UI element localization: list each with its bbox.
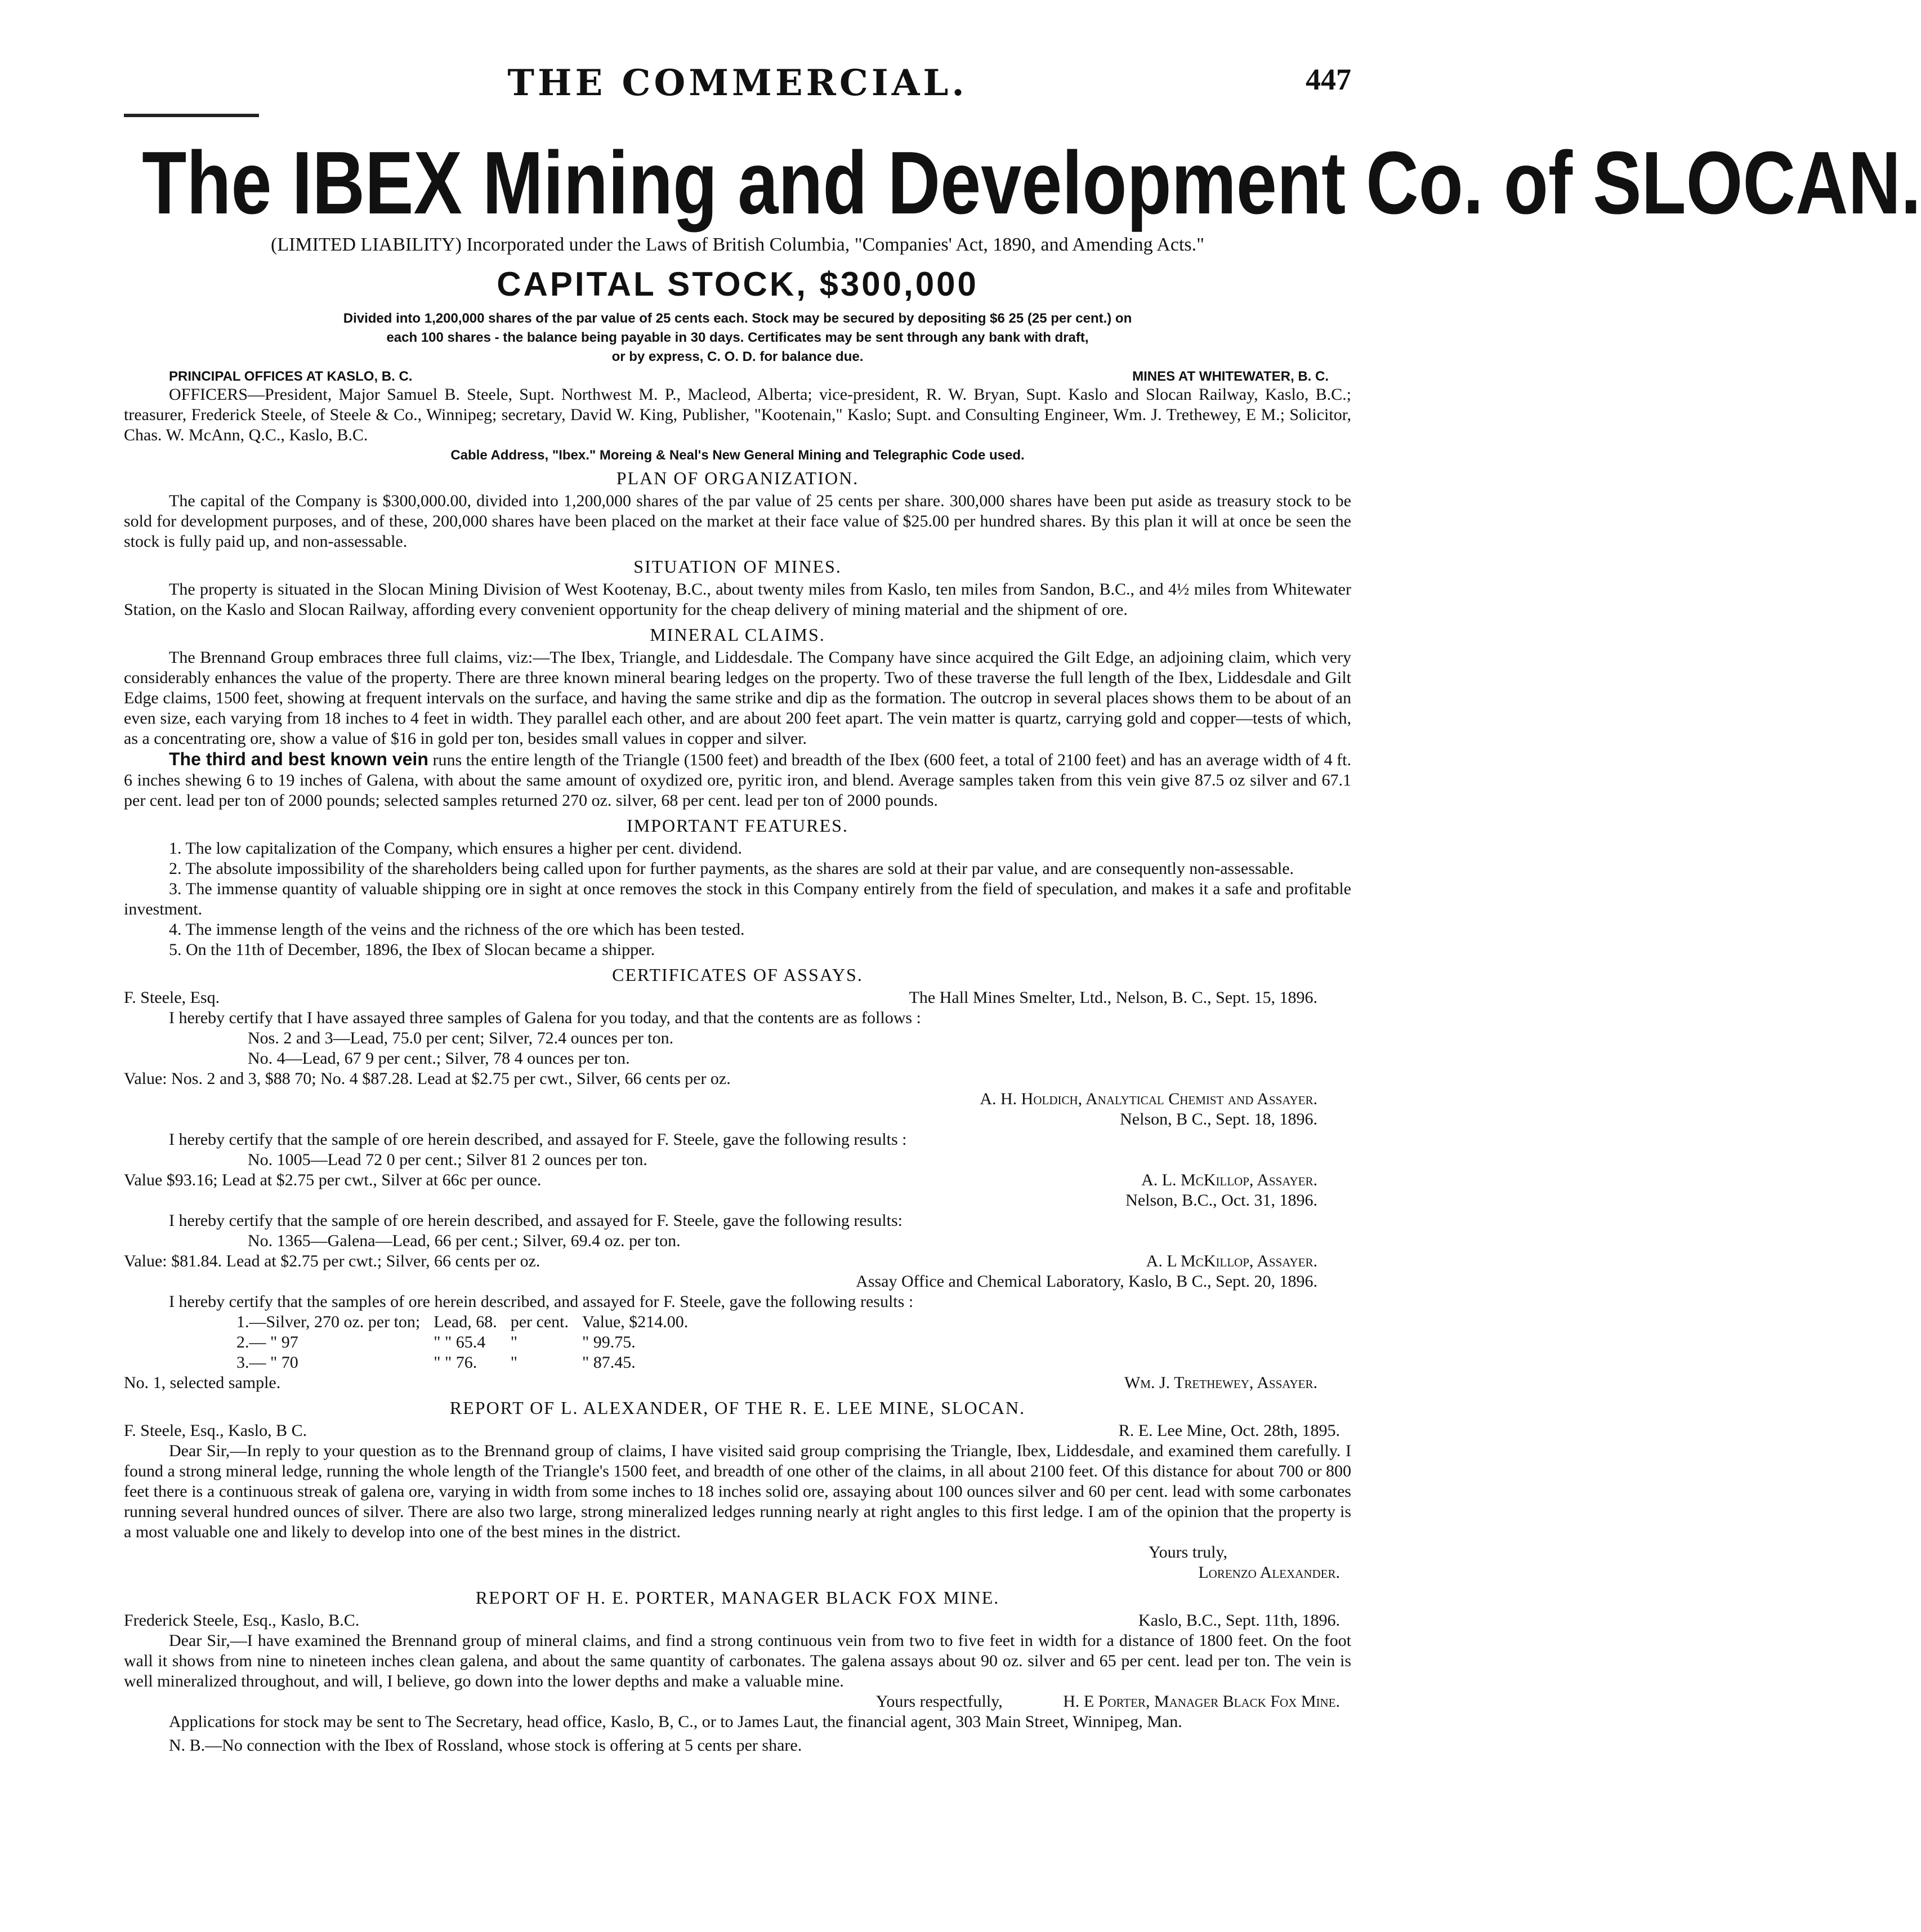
cert1-value: Value: Nos. 2 and 3, $88 70; No. 4 $87.28. Lead at $2.75 per cwt., Silver, 66 cents per oz. bbox=[124, 1069, 731, 1088]
cert1-intro: I hereby certify that I have assayed three samples of Galena for you today, and that the contents are as follows : bbox=[169, 1009, 921, 1027]
cert2-signer: A. L. McKillop, Assayer. bbox=[1141, 1171, 1317, 1189]
table-row bbox=[236, 1312, 702, 1332]
report1-text: Dear Sir,—In reply to your question as to the Brennand group of claims, I have visited said group comprising the Triangle, Ibex, Liddesdale, and examined them carefully. I found a strong mineral ledge, running the whole length of the Triangle's 1500 feet, and breadth of one other of the claims, in all about 2100 feet. Of this distance for about 700 or 800 feet there is a continuous streak of galena ore, varying in width from some inches to 18 inches solid ore, assaying about 100 ounces silver and 60 per cent. lead with some carbonates running several hundred ounces of silver. There are also two large, strong mineralized ledges running nearly at right angles to this first ledge. I am of the opinion that the property is a most valuable one and likely to develop into one of the best mines in the district. bbox=[124, 1442, 1351, 1541]
report2-closing-group bbox=[876, 1692, 1351, 1712]
principal-offices: PRINCIPAL OFFICES AT KASLO, B. C. bbox=[169, 369, 413, 384]
cert1-line: Nos. 2 and 3—Lead, 75.0 per cent; Silver, 72.4 ounces per ton. bbox=[248, 1029, 674, 1047]
cert1-to: F. Steele, Esq. bbox=[124, 988, 220, 1007]
publication-title: THE COMMERCIAL. bbox=[507, 62, 968, 104]
report1-header bbox=[124, 1421, 1351, 1441]
assays-heading: CERTIFICATES OF ASSAYS. bbox=[612, 965, 863, 985]
report2-text: Dear Sir,—I have examined the Brennand group of mineral claims, and find a strong continuous vein from two to five feet in width for a distance of 1800 feet. On the foot wall it shows from nine to nineteen inches clean galena, and about the same quantity of carbonates. The galena assays about 90 oz. silver and 65 per cent. lead per ton. The vein is well mineralized throughout, and will, I believe, go down into the lower depths and make a valuable mine. bbox=[124, 1631, 1351, 1690]
report2-to: Frederick Steele, Esq., Kaslo, B.C. bbox=[124, 1611, 360, 1630]
report1-signer: Lorenzo Alexander. bbox=[1198, 1563, 1340, 1582]
table-row bbox=[236, 1353, 702, 1373]
assay-certificate-4 bbox=[124, 1271, 1351, 1393]
cert2-place-date: Nelson, B C., Sept. 18, 1896. bbox=[1120, 1110, 1317, 1128]
table-cell: Lead, 68. bbox=[434, 1313, 497, 1331]
mines-location: MINES AT WHITEWATER, B. C. bbox=[1132, 369, 1329, 384]
cert1-signer: A. H. Holdich, Analytical Chemist and Assayer. bbox=[980, 1090, 1317, 1108]
cert1-from: The Hall Mines Smelter, Ltd., Nelson, B. C., Sept. 15, 1896. bbox=[909, 988, 1317, 1007]
feature-item: 5. On the 11th of December, 1896, the Ibex of Slocan became a shipper. bbox=[169, 940, 655, 959]
cert4-note: No. 1, selected sample. bbox=[124, 1373, 281, 1392]
cable-address: Cable Address, "Ibex." Moreing & Neal's New General Mining and Telegraphic Code used. bbox=[450, 448, 1025, 463]
situation-paragraph: The property is situated in the Slocan Mining Division of West Kootenay, B.C., about twenty miles from Kaslo, ten miles from Sandon, B.C., and 4½ miles from Whitewater Station, on the Kaslo and Slocan Railway, affording every convenient opportunity for the cheap delivery of mining material and the shipment of ore. bbox=[124, 580, 1351, 619]
advertisement-page bbox=[124, 62, 1921, 1756]
cert2-value: Value $93.16; Lead at $2.75 per cwt., Silver at 66c per ounce. bbox=[124, 1171, 542, 1189]
report2-closing-row bbox=[124, 1692, 1351, 1712]
feature-item: 1. The low capitalization of the Company, which ensures a higher per cent. dividend. bbox=[169, 839, 743, 858]
features-heading: IMPORTANT FEATURES. bbox=[627, 815, 848, 836]
mineral-paragraph: The Brennand Group embraces three full claims, viz:—The Ibex, Triangle, and Liddesdale. The Company have since acquired the Gilt Edge, an adjoining claim, which very considerably enhances the value of the property. There are three known mineral bearing ledges on the property. Two of these traverse the full length of the Ibex, Liddesdale and Gilt Edge claims, 1500 feet, showing at frequent intervals on the surface, and having the same strike and dip as the formation. The outcrop in several places shows them to be about of an even size, each varying from 18 inches to 4 feet in width. They parallel each other, and are about 200 feet apart. The vein matter is quartz, carrying gold and copper—tests of which, as a concentrating ore, show a value of $16 in gold per ton, besides small values in copper and silver. bbox=[124, 648, 1351, 748]
table-cell: Value, $214.00. bbox=[582, 1313, 689, 1331]
report2-header bbox=[124, 1610, 1351, 1631]
cert1-header bbox=[124, 988, 1351, 1008]
applications-paragraph: Applications for stock may be sent to The Secretary, head office, Kaslo, B, C., or to James Laut, the financial agent, 303 Main Street, Winnipeg, Man. bbox=[169, 1712, 1182, 1731]
divided-line: Divided into 1,200,000 shares of the par value of 25 cents each. Stock may be secured by depositing $6 25 (25 per cent.) on bbox=[343, 311, 1132, 326]
liability-line: (LIMITED LIABILITY) Incorporated under the Laws of British Columbia, "Companies' Act, 1890, and Amending Acts." bbox=[271, 234, 1204, 255]
report2-signer: H. E Porter, Manager Black Fox Mine. bbox=[1063, 1692, 1340, 1711]
table-cell: " " 76. bbox=[434, 1353, 477, 1372]
capital-stock: CAPITAL STOCK, $300,000 bbox=[497, 265, 979, 303]
cert2-place-date-2: Nelson, B.C., Oct. 31, 1896. bbox=[1125, 1191, 1317, 1210]
cert1-line: No. 4—Lead, 67 9 per cent.; Silver, 78 4 ounces per ton. bbox=[248, 1049, 630, 1068]
report2-closing: Yours respectfully, bbox=[875, 1692, 1003, 1711]
vein-text: runs the entire length of the Triangle (1500 feet) and breadth of the Ibex (600 feet, a total of 2100 feet) and has an average width of 4 ft. 6 inches shewing 6 to 19 inches of Galena, with about the same amount of oxydized ore, pyritic iron, and blend. Average samples taken from this vein give 87.5 oz silver and 67.1 per cent. lead per ton of 2000 pounds; selected samples returned 270 oz. silver, 68 per cent. lead per ton of 2000 pounds. bbox=[124, 751, 1352, 810]
cert2-intro: I hereby certify that the sample of ore herein described, and assayed for F. Steele, gave the following results : bbox=[169, 1130, 907, 1149]
header-rule bbox=[124, 114, 259, 117]
officers-paragraph: OFFICERS—President, Major Samuel B. Steele, Supt. Northwest M. P., Macleod, Alberta; vice-president, R. W. Bryan, Supt. Kaslo and Slocan Railway, Kaslo, B.C.; treasurer, Frederick Steele, of Steele & Co., Winnipeg; secretary, David W. King, Publisher, "Kootenain," Kaslo; Supt. and Consulting Engineer, Wm. J. Trethewey, E M.; Solicitor, Chas. W. McAnn, Q.C., Kaslo, B.C. bbox=[124, 385, 1351, 444]
table-row bbox=[236, 1332, 702, 1353]
table-cell: 3.— " 70 bbox=[236, 1353, 298, 1372]
table-cell: " bbox=[510, 1333, 517, 1351]
features-list bbox=[124, 838, 1351, 960]
cert2-value-row bbox=[124, 1170, 1351, 1190]
offices-row bbox=[124, 369, 1351, 385]
cert3-signer: A. L McKillop, Assayer. bbox=[1146, 1252, 1317, 1270]
report1-closing-row bbox=[124, 1542, 1351, 1563]
situation-heading: SITUATION OF MINES. bbox=[633, 556, 842, 577]
nb-note: N. B.—No connection with the Ibex of Rossland, whose stock is offering at 5 cents per share. bbox=[169, 1736, 802, 1755]
assay-table bbox=[236, 1312, 702, 1373]
cert3-intro: I hereby certify that the sample of ore herein described, and assayed for F. Steele, gave the following results: bbox=[169, 1211, 903, 1230]
table-cell: " 87.45. bbox=[582, 1353, 636, 1372]
feature-item: 4. The immense length of the veins and the richness of the ore which has been tested. bbox=[169, 920, 745, 939]
report1-closing bbox=[1149, 1542, 1351, 1563]
vein-paragraph bbox=[124, 749, 1351, 811]
assay-certificate-3 bbox=[124, 1211, 1351, 1271]
table-cell: " 99.75. bbox=[582, 1333, 636, 1351]
report1-to: F. Steele, Esq., Kaslo, B C. bbox=[124, 1421, 307, 1440]
report1-place-date: R. E. Lee Mine, Oct. 28th, 1895. bbox=[1118, 1421, 1340, 1440]
running-head bbox=[124, 62, 1351, 113]
divided-line: each 100 shares - the balance being payable in 30 days. Certificates may be sent through any bank with draft, bbox=[386, 330, 1089, 345]
feature-item: 3. The immense quantity of valuable shipping ore in sight at once removes the stock in this Company entirely from the field of speculation, and makes it a safe and profitable investment. bbox=[124, 880, 1351, 918]
cert2-line: No. 1005—Lead 72 0 per cent.; Silver 81 2 ounces per ton. bbox=[248, 1150, 647, 1169]
assay-certificate-1 bbox=[124, 988, 1351, 1109]
cert4-footer bbox=[124, 1373, 1351, 1393]
page-number: 447 bbox=[1306, 63, 1351, 96]
table-cell: per cent. bbox=[510, 1313, 569, 1331]
plan-heading: PLAN OF ORGANIZATION. bbox=[616, 468, 859, 488]
table-cell: " bbox=[510, 1353, 517, 1372]
divided-line: or by express, C. O. D. for balance due. bbox=[611, 349, 864, 364]
cert4-place-date: Assay Office and Chemical Laboratory, Kaslo, B C., Sept. 20, 1896. bbox=[856, 1272, 1317, 1291]
company-headline: The IBEX Mining and Development Co. of SLOCAN. bbox=[142, 133, 1921, 233]
table-cell: " " 65.4 bbox=[434, 1333, 486, 1351]
divided-notice bbox=[124, 309, 1351, 367]
table-cell: 1.—Silver, 270 oz. per ton; bbox=[236, 1313, 421, 1331]
plan-paragraph: The capital of the Company is $300,000.00, divided into 1,200,000 shares of the par value of 25 cents per share. 300,000 shares have been put aside as treasury stock to be sold for development purposes, and of these, 200,000 shares have been placed on the market at their face value of $25.00 per hundred shares. By this plan it will at once be seen the stock is fully paid up, and non-assessable. bbox=[124, 492, 1351, 551]
cert3-value-row bbox=[124, 1251, 1351, 1271]
report1-heading: REPORT OF L. ALEXANDER, OF THE R. E. LEE MINE, SLOCAN. bbox=[449, 1398, 1026, 1418]
report2-place-date: Kaslo, B.C., Sept. 11th, 1896. bbox=[1138, 1611, 1340, 1630]
cert3-value: Value: $81.84. Lead at $2.75 per cwt.; Silver, 66 cents per oz. bbox=[124, 1252, 540, 1270]
feature-item: 2. The absolute impossibility of the shareholders being called upon for further payments, as the shares are sold at their par value, and are consequently non-assessable. bbox=[169, 859, 1294, 878]
cert3-line: No. 1365—Galena—Lead, 66 per cent.; Silver, 69.4 oz. per ton. bbox=[248, 1232, 681, 1250]
cert4-intro: I hereby certify that the samples of ore herein described, and assayed for F. Steele, gave the following results : bbox=[169, 1292, 914, 1311]
vein-lead: The third and best known vein bbox=[169, 749, 428, 769]
report2-heading: REPORT OF H. E. PORTER, MANAGER BLACK FOX MINE. bbox=[475, 1587, 1000, 1608]
table-cell: 2.— " 97 bbox=[236, 1333, 298, 1351]
report1-closing-text: Yours truly, bbox=[1148, 1543, 1227, 1561]
assay-certificate-2 bbox=[124, 1109, 1351, 1211]
cert4-signer: Wm. J. Trethewey, Assayer. bbox=[1124, 1373, 1317, 1392]
mineral-heading: MINERAL CLAIMS. bbox=[650, 624, 825, 645]
